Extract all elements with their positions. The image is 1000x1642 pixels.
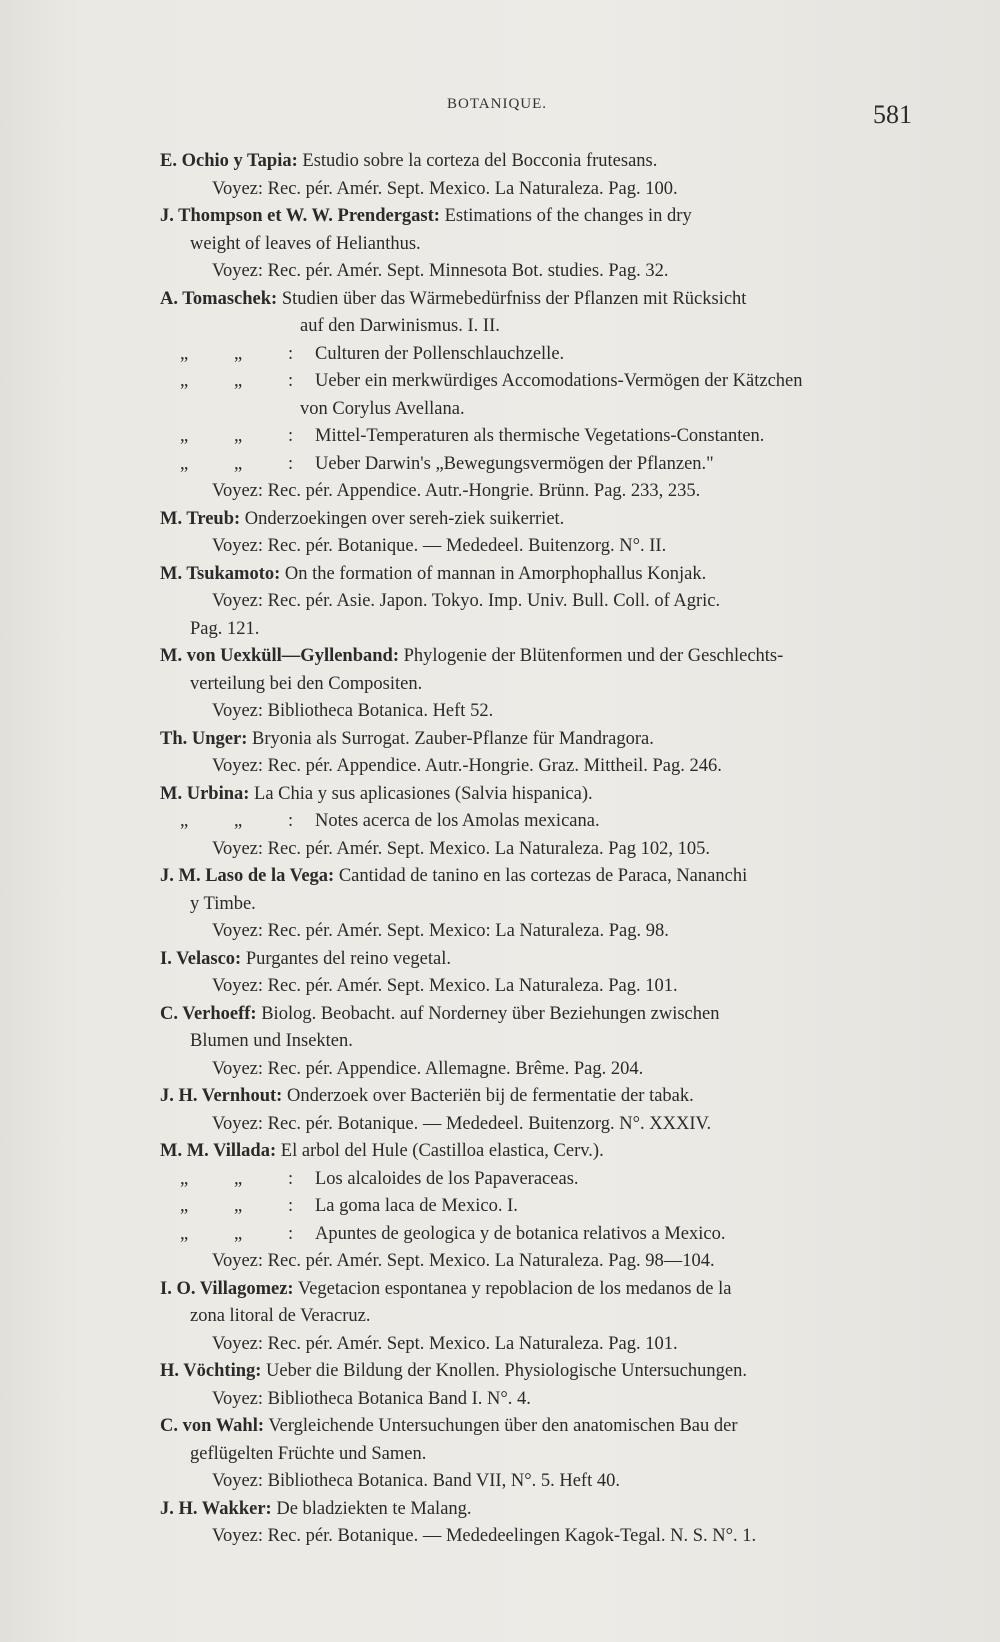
list-item bbox=[160, 1413, 915, 1441]
list-item bbox=[160, 1001, 915, 1029]
ditto-marks: „ „ : bbox=[180, 426, 294, 446]
list-item bbox=[160, 1138, 915, 1166]
list-item bbox=[160, 561, 915, 589]
entry-title: La Chia y sus aplicasiones (Salvia hispanica). bbox=[254, 783, 593, 804]
ditto-entry bbox=[160, 368, 915, 396]
entry-reference: Voyez: Rec. pér. Amér. Sept. Mexico. La Naturaleza. Pag. 98—104. bbox=[212, 1251, 715, 1271]
entry-title: Ueber ein merkwürdiges Accomodations-Vermögen der Kätzchen bbox=[315, 371, 803, 391]
entry-author: M. Tsukamoto: bbox=[160, 563, 281, 584]
list-item bbox=[160, 1496, 915, 1524]
ditto-marks: „ „ : bbox=[180, 371, 294, 391]
ditto-entry bbox=[160, 1221, 915, 1249]
entry-reference: Voyez: Rec. pér. Botanique. — Mededeelingen Kagok-Tegal. N. S. N°. 1. bbox=[212, 1526, 757, 1546]
entry-author: I. Velasco: bbox=[160, 948, 242, 969]
ditto-marks: „ „ : bbox=[180, 1196, 294, 1216]
entry-author: M. Treub: bbox=[160, 508, 241, 529]
entry-reference: Voyez: Rec. pér. Amér. Sept. Mexico. La Naturaleza. Pag. 100. bbox=[212, 178, 678, 199]
entry-title-continued: zona litoral de Veracruz. bbox=[190, 1306, 371, 1326]
entry-author: J. Thompson et W. W. Prendergast: bbox=[160, 206, 440, 226]
entry-author: H. Vöchting: bbox=[160, 1361, 262, 1381]
list-item bbox=[160, 781, 915, 809]
entry-title: Cantidad de tanino en las cortezas de Paraca, Nananchi bbox=[338, 866, 748, 886]
ditto-marks: „ „ : bbox=[180, 1223, 294, 1244]
ditto-marks: „ „ : bbox=[180, 343, 294, 364]
entry-reference: Voyez: Rec. pér. Asie. Japon. Tokyo. Imp. Univ. Bull. Coll. of Agric. bbox=[212, 591, 721, 611]
ditto-marks: „ „ : bbox=[180, 453, 294, 474]
entry-title: Purgantes del reino vegetal. bbox=[245, 948, 451, 969]
entry-reference: Voyez: Rec. pér. Amér. Sept. Mexico. La Naturaleza. Pag. 101. bbox=[212, 1333, 678, 1354]
entry-author: E. Ochio y Tapia: bbox=[160, 151, 298, 171]
entry-reference: Voyez: Bibliotheca Botanica. Band VII, N°. 5. Heft 40. bbox=[212, 1471, 620, 1491]
bibliography-list bbox=[160, 148, 915, 1551]
entry-title: Onderzoekingen over sereh-ziek suikerriet. bbox=[244, 508, 565, 529]
entry-reference: Voyez: Rec. pér. Appendice. Allemagne. Brême. Pag. 204. bbox=[212, 1058, 644, 1079]
entry-author: C. von Wahl: bbox=[160, 1416, 265, 1436]
entry-reference: Voyez: Rec. pér. Botanique. — Mededeel. Buitenzorg. N°. II. bbox=[212, 536, 667, 556]
entry-reference: Voyez: Rec. pér. Appendice. Autr.-Hongrie. Brünn. Pag. 233, 235. bbox=[212, 481, 701, 501]
list-item bbox=[160, 1083, 915, 1111]
list-item bbox=[160, 148, 915, 176]
entry-author: M. M. Villada: bbox=[160, 1141, 277, 1161]
list-item bbox=[160, 863, 915, 891]
entry-title: Estudio sobre la corteza del Bocconia frutesans. bbox=[302, 151, 658, 171]
entry-title: Vegetacion espontanea y repoblacion de los medanos de la bbox=[297, 1278, 732, 1299]
entry-reference: Voyez: Rec. pér. Appendice. Autr.-Hongrie. Graz. Mittheil. Pag. 246. bbox=[212, 756, 722, 776]
entry-title: La goma laca de Mexico. I. bbox=[315, 1196, 518, 1216]
entry-author: Th. Unger: bbox=[160, 728, 248, 749]
entry-title-continued: Blumen und Insekten. bbox=[190, 1031, 353, 1051]
entry-reference: Voyez: Bibliotheca Botanica Band I. N°. 4. bbox=[212, 1388, 531, 1409]
ditto-entry bbox=[160, 1193, 915, 1221]
entry-title: Apuntes de geologica y de botanica relativos a Mexico. bbox=[315, 1223, 726, 1244]
entry-reference: Voyez: Rec. pér. Amér. Sept. Minnesota Bot. studies. Pag. 32. bbox=[212, 261, 669, 281]
ditto-entry bbox=[160, 451, 915, 479]
entry-title: Estimations of the changes in dry bbox=[444, 206, 692, 226]
list-item bbox=[160, 946, 915, 974]
entry-author: A. Tomaschek: bbox=[160, 288, 278, 309]
ditto-entry bbox=[160, 808, 915, 836]
page-number: 581 bbox=[873, 100, 912, 129]
entry-reference: Voyez: Rec. pér. Amér. Sept. Mexico: La Naturaleza. Pag. 98. bbox=[212, 921, 669, 941]
entry-author: J. H. Vernhout: bbox=[160, 1086, 283, 1106]
entry-title-continued: von Corylus Avellana. bbox=[300, 398, 465, 419]
entry-author: I. O. Villagomez: bbox=[160, 1278, 294, 1299]
ditto-entry bbox=[160, 1166, 915, 1194]
entry-title: On the formation of mannan in Amorphophallus Konjak. bbox=[284, 563, 707, 584]
list-item bbox=[160, 1358, 915, 1386]
entry-title: Ueber Darwin's „Bewegungsvermögen der Pflanzen." bbox=[315, 453, 714, 474]
entry-title: Culturen der Pollenschlauchzelle. bbox=[315, 343, 565, 364]
entry-title-continued: weight of leaves of Helianthus. bbox=[190, 233, 421, 254]
list-item bbox=[160, 286, 915, 314]
entry-title: Onderzoek over Bacteriën bij de fermentatie der tabak. bbox=[286, 1086, 694, 1106]
entry-author: M. Urbina: bbox=[160, 783, 250, 804]
list-item bbox=[160, 643, 915, 671]
entry-title: Biolog. Beobacht. auf Norderney über Beziehungen zwischen bbox=[261, 1003, 720, 1024]
list-item bbox=[160, 726, 915, 754]
entry-reference: Voyez: Rec. pér. Botanique. — Mededeel. Buitenzorg. N°. XXXIV. bbox=[212, 1113, 712, 1134]
entry-title: Notes acerca de los Amolas mexicana. bbox=[315, 811, 600, 831]
entry-title: Vergleichende Untersuchungen über den anatomischen Bau der bbox=[268, 1416, 738, 1436]
entry-title-continued: auf den Darwinismus. I. II. bbox=[300, 316, 500, 336]
entry-author: J. H. Wakker: bbox=[160, 1498, 272, 1519]
list-item bbox=[160, 506, 915, 534]
entry-title: Phylogenie der Blütenformen und der Geschlechts- bbox=[403, 646, 784, 666]
entry-title: Bryonia als Surrogat. Zauber-Pflanze für Mandragora. bbox=[252, 728, 654, 749]
entry-title-continued: y Timbe. bbox=[190, 893, 256, 914]
entry-title-continued: geflügelten Früchte und Samen. bbox=[190, 1443, 427, 1464]
entry-title: El arbol del Hule (Castilloa elastica, Cerv.). bbox=[280, 1141, 604, 1161]
entry-reference: Voyez: Rec. pér. Amér. Sept. Mexico. La Naturaleza. Pag. 101. bbox=[212, 976, 678, 996]
entry-author: J. M. Laso de la Vega: bbox=[160, 866, 335, 886]
entry-title: Mittel-Temperaturen als thermische Vegetations-Constanten. bbox=[315, 426, 765, 446]
list-item bbox=[160, 203, 915, 231]
entry-reference: Voyez: Rec. pér. Amér. Sept. Mexico. La Naturaleza. Pag 102, 105. bbox=[212, 838, 711, 859]
entry-title: Los alcaloides de los Papaveraceas. bbox=[315, 1168, 579, 1189]
entry-author: C. Verhoeff: bbox=[160, 1003, 257, 1024]
entry-reference-continued: Pag. 121. bbox=[190, 618, 260, 639]
entry-title: Studien über das Wärmebedürfniss der Pflanzen mit Rücksicht bbox=[281, 288, 747, 309]
entry-title: Ueber die Bildung der Knollen. Physiologische Untersuchungen. bbox=[266, 1361, 747, 1381]
list-item bbox=[160, 1276, 915, 1304]
entry-reference: Voyez: Bibliotheca Botanica. Heft 52. bbox=[212, 701, 494, 721]
ditto-entry bbox=[160, 341, 915, 369]
ditto-entry bbox=[160, 423, 915, 451]
ditto-marks: „ „ : bbox=[180, 811, 294, 831]
entry-title: De bladziekten te Malang. bbox=[276, 1498, 472, 1519]
ditto-marks: „ „ : bbox=[180, 1168, 294, 1189]
entry-author: M. von Uexküll—Gyllenband: bbox=[160, 646, 400, 666]
entry-title-continued: verteilung bei den Compositen. bbox=[190, 673, 423, 694]
running-title: BOTANIQUE. bbox=[447, 96, 548, 112]
